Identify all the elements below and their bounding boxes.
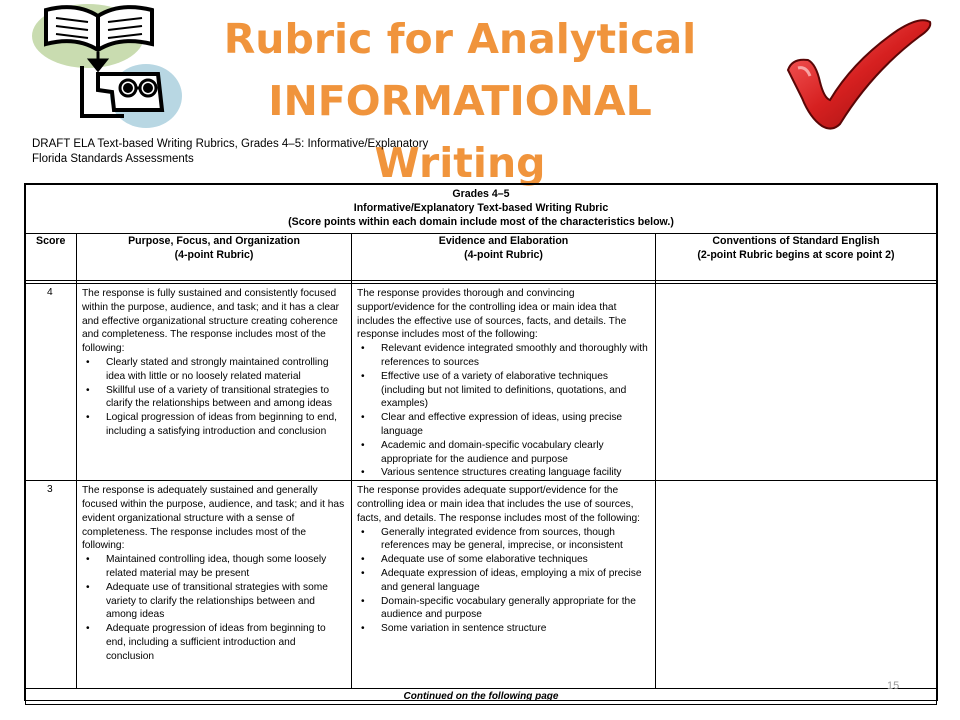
rubric-heading-grades: Grades 4–5 bbox=[452, 188, 510, 200]
purpose-bullet-list bbox=[82, 553, 346, 663]
column-header-score: Score bbox=[26, 234, 77, 281]
evidence-bullet: • Various sentence structures creating language facility bbox=[357, 466, 650, 480]
evidence-bullet: • Effective use of a variety of elaborative techniques (including but not limited to definitions, quotations, and examples) bbox=[357, 370, 650, 411]
column-header-row bbox=[26, 234, 937, 281]
rubric-table-frame bbox=[24, 183, 938, 701]
rubric-table bbox=[25, 184, 937, 705]
purpose-bullet: • Logical progression of ideas from beginning to end, including a satisfying introduction and conclusion bbox=[82, 411, 346, 439]
evidence-bullet: • Some variation in sentence structure bbox=[357, 622, 650, 636]
purpose-intro: The response is adequately sustained and generally focused within the purpose, audience, and task; and it has evident organizational structure with a sense of completeness. The response includes most of the following: bbox=[81, 485, 345, 552]
purpose-bullet: • Skillful use of a variety of transitional strategies to clarify the relationships between and among ideas bbox=[82, 384, 346, 412]
rubric-heading-title: Informative/Explanatory Text-based Writing Rubric bbox=[353, 202, 609, 214]
purpose-cell bbox=[76, 481, 351, 689]
evidence-bullet: • Clear and effective expression of ideas, using precise language bbox=[357, 411, 650, 439]
evidence-cell bbox=[352, 284, 656, 481]
evidence-bullet: • Generally integrated evidence from sources, though references may be general, imprecise, or inconsistent bbox=[357, 526, 650, 554]
conventions-cell bbox=[655, 481, 936, 689]
rubric-heading-row bbox=[26, 185, 937, 234]
evidence-intro: The response provides adequate support/evidence for the controlling idea or main idea that includes the use of sources, facts, and details. The response includes most of the following: bbox=[357, 485, 641, 524]
rubric-heading-note: (Score points within each domain include most of the characteristics below.) bbox=[288, 216, 674, 228]
evidence-bullet-list bbox=[357, 526, 650, 636]
column-header-conventions bbox=[655, 234, 936, 281]
evidence-bullet: • Academic and domain-specific vocabulary clearly appropriate for the audience and purpose bbox=[357, 439, 650, 467]
purpose-intro: The response is fully sustained and consistently focused within the purpose, audience, and task; and it has a clear and effective organizational structure creating coherence and completeness. The response includes most of the following: bbox=[81, 288, 340, 355]
page-number: 15 bbox=[887, 680, 900, 692]
conventions-cell bbox=[655, 284, 936, 481]
document-header-line2: Florida Standards Assessments bbox=[32, 153, 194, 165]
red-checkmark-icon bbox=[780, 12, 940, 132]
footer-row bbox=[26, 689, 937, 705]
purpose-bullet: • Adequate use of transitional strategies with some variety to clarify the relationships between and among ideas bbox=[82, 581, 346, 622]
book-reader-clipart bbox=[28, 0, 188, 132]
column-header-conventions-points: (2-point Rubric begins at score point 2) bbox=[697, 249, 895, 261]
evidence-bullet: • Adequate use of some elaborative techniques bbox=[357, 553, 650, 567]
score-row-4 bbox=[26, 284, 937, 481]
slide-title-line2: INFORMATIONAL Writing bbox=[268, 77, 652, 187]
evidence-intro: The response provides thorough and convincing support/evidence for the controlling idea or main idea that includes the effective use of sources, facts, and details. The response includes most of the following: bbox=[357, 288, 627, 341]
purpose-bullet: • Adequate progression of ideas from beginning to end, including a sufficient introduction and conclusion bbox=[82, 622, 346, 663]
column-header-evidence bbox=[352, 234, 656, 281]
column-header-evidence-points: (4-point Rubric) bbox=[464, 249, 543, 261]
document-header-line1: DRAFT ELA Text-based Writing Rubrics, Grades 4–5: Informative/Explanatory bbox=[32, 138, 429, 150]
score-value: 4 bbox=[26, 284, 77, 481]
purpose-bullet-list bbox=[82, 356, 346, 439]
evidence-bullet-list bbox=[357, 342, 650, 480]
document-header bbox=[32, 137, 428, 167]
column-header-purpose bbox=[76, 234, 351, 281]
column-header-evidence-title: Evidence and Elaboration bbox=[438, 235, 569, 247]
purpose-bullet: • Clearly stated and strongly maintained controlling idea with little or no loosely related material bbox=[82, 356, 346, 384]
evidence-bullet: • Adequate expression of ideas, employing a mix of precise and general language bbox=[357, 567, 650, 595]
rubric-heading bbox=[26, 185, 937, 234]
reader-figure-icon bbox=[82, 66, 162, 116]
evidence-bullet: • Domain-specific vocabulary generally appropriate for the audience and purpose bbox=[357, 595, 650, 623]
column-header-conventions-title: Conventions of Standard English bbox=[712, 235, 880, 247]
slide-title-line1: Rubric for Analytical bbox=[223, 15, 697, 63]
score-row-3 bbox=[26, 481, 937, 689]
purpose-cell bbox=[76, 284, 351, 481]
continued-note: Continued on the following page bbox=[26, 689, 937, 705]
column-header-purpose-points: (4-point Rubric) bbox=[174, 249, 254, 261]
purpose-bullet: • Maintained controlling idea, though some loosely related material may be present bbox=[82, 553, 346, 581]
column-header-purpose-title: Purpose, Focus, and Organization bbox=[128, 235, 300, 247]
score-value: 3 bbox=[26, 481, 77, 689]
evidence-bullet: • Relevant evidence integrated smoothly and thoroughly with references to sources bbox=[357, 342, 650, 370]
evidence-cell bbox=[352, 481, 656, 689]
